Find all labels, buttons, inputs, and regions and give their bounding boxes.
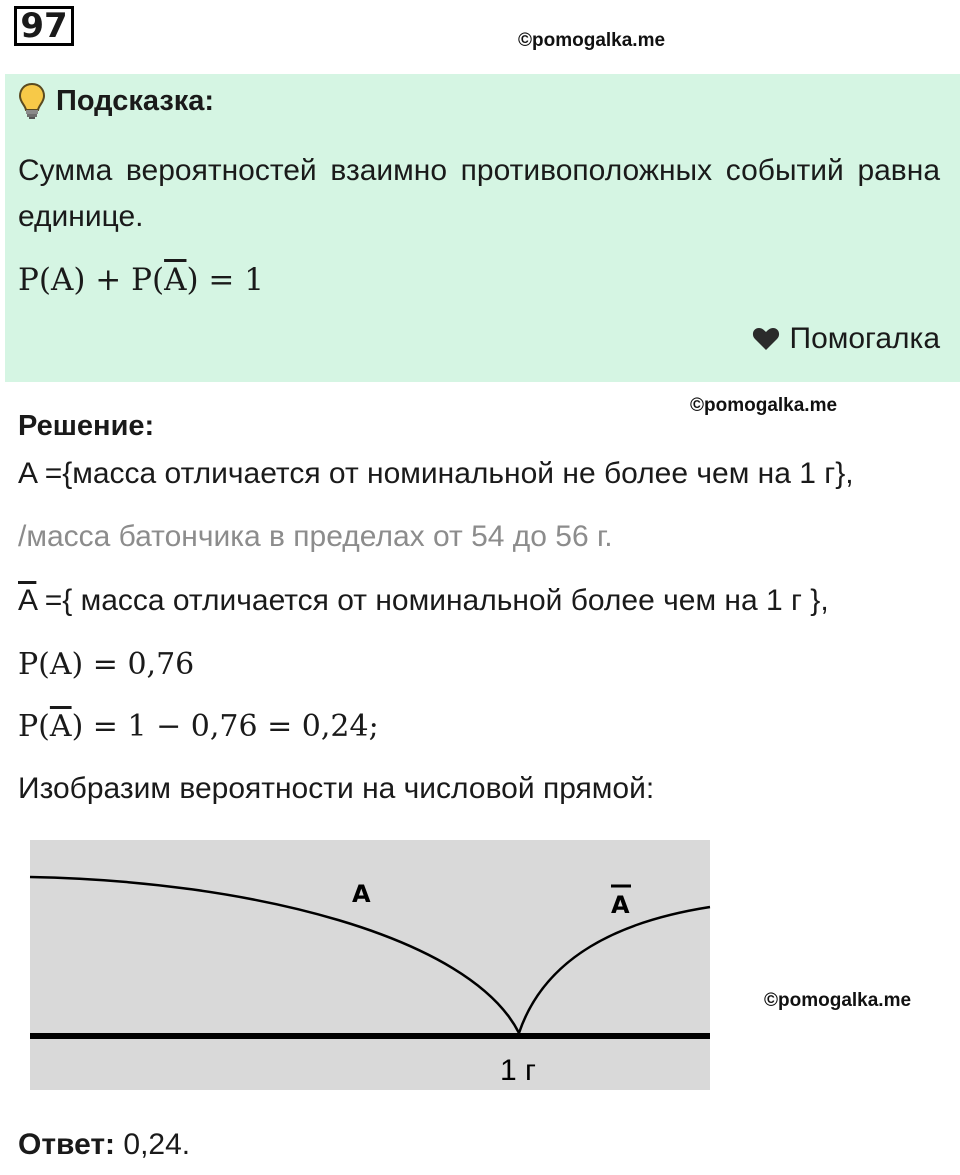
p-not-a-prefix: P( [18,709,50,744]
label-a: A [352,880,371,908]
answer-value: 0,24. [115,1128,191,1161]
p-not-a [18,709,379,744]
number-line-intro: Изобразим вероятности на числовой прямой: [18,772,655,805]
label-not-a: A [611,891,630,919]
lightbulb-icon [18,82,46,120]
p-a: P(A) = 0,76 [18,647,195,682]
hint-formula [18,262,264,298]
solution-title: Решение: [18,410,155,442]
watermark-middle: ©pomogalka.me [690,395,838,416]
task-number: 97 [14,6,74,46]
formula-bar: $\overline{A}$ [164,262,187,298]
answer [18,1128,190,1162]
hint-title-text: Подсказка: [56,84,215,117]
p-not-a-suffix: ) = 1 − 0,76 = 0,24; [71,709,379,744]
tick-label: 1 г [500,1054,536,1087]
event-not-a-text: ={ масса отличается от номинальной более чем на 1 г }, [36,584,829,617]
brand-name: Помогалка [789,322,940,355]
heart-icon [752,327,780,351]
formula-part2: ) = 1 [186,262,264,298]
formula-part1: P(A) + P( [18,262,165,298]
diagram-background [30,840,710,1090]
watermark-bottom: ©pomogalka.me [764,990,912,1011]
hint-text: Сумма вероятностей взаимно противоположных событий равна единице. [18,154,940,233]
p-not-a-bar: $\overline{A}$ [49,709,72,744]
mass-note: /масса батончика в пределах от 54 до 56 г. [18,520,613,553]
event-not-a [18,584,829,618]
number-line-diagram [0,836,720,1096]
hint-title [18,82,214,120]
watermark-top: ©pomogalka.me [518,30,666,51]
event-a: A ={масса отличается от номинальной не более чем на 1 г}, [18,457,854,490]
event-not-a-bar: $\overline{A}$ [18,584,37,617]
brand [752,322,941,356]
answer-label: Ответ: [18,1128,116,1161]
